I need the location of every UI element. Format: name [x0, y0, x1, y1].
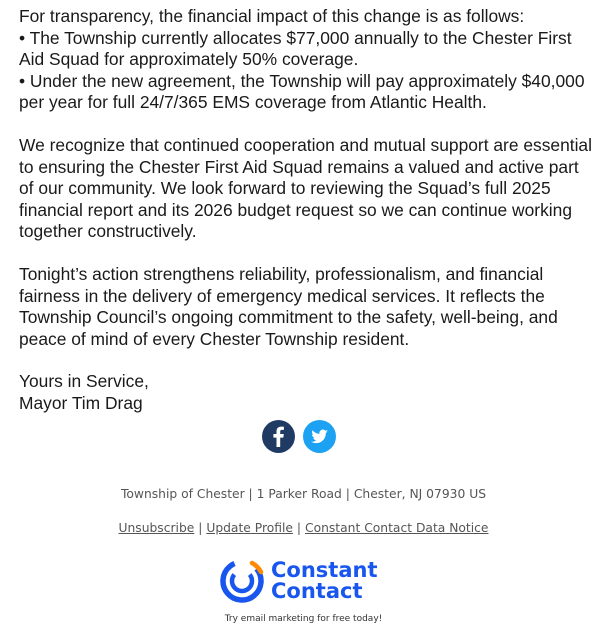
action-paragraph: Tonight’s action strengthens reliability, professionalism, and financial fairness in the delivery of emergency medical services. It reflects the Township Council’s ongoing commitment to the safety, well-being, and peace of mind of every Chester Township resident. — [19, 263, 558, 349]
brand-line-1: Constant — [271, 558, 378, 582]
letter-body — [19, 6, 594, 415]
social-links — [262, 420, 336, 453]
financial-impact-paragraph — [19, 6, 594, 114]
signature-text: Mayor Tim Drag — [19, 392, 143, 413]
constant-contact-logo[interactable] — [219, 558, 378, 604]
brand-tagline[interactable]: Try email marketing for free today! — [224, 614, 383, 624]
footer-links — [0, 521, 607, 535]
constant-contact-icon — [219, 558, 265, 604]
brand-line-2: Contact — [271, 579, 363, 603]
unsubscribe-link[interactable]: Unsubscribe — [118, 521, 195, 535]
bullet-current-allocation: • The Township currently allocates $77,000 annually to the Chester First Aid Squad for approximately 50% coverage. — [19, 27, 572, 70]
signoff — [19, 371, 594, 414]
footer-address: Township of Chester | 1 Parker Road | Chester, NJ 07930 US — [120, 487, 487, 501]
financial-impact-intro: For transparency, the financial impact of this change is as follows: — [19, 6, 525, 26]
link-separator: | — [296, 521, 302, 535]
closing-text: Yours in Service, — [19, 371, 149, 392]
constant-contact-wordmark — [271, 560, 378, 602]
cooperation-paragraph: We recognize that continued cooperation and mutual support are essential to ensuring the Chester First Aid Squad remains a valued and active part of our community. We look forward to reviewing the Squad’s full 2025 financial report and its 2026 budget request so we can continue working together constructively. — [19, 134, 592, 242]
link-separator: | — [198, 521, 203, 535]
facebook-icon[interactable] — [262, 420, 295, 453]
twitter-icon[interactable] — [303, 420, 336, 453]
update-profile-link[interactable]: Update Profile — [206, 521, 293, 535]
bullet-new-agreement: • Under the new agreement, the Township will pay approximately $40,000 per year for full 24/7/365 EMS coverage from Atlantic Health. — [19, 70, 585, 113]
data-notice-link[interactable]: Constant Contact Data Notice — [305, 521, 489, 535]
